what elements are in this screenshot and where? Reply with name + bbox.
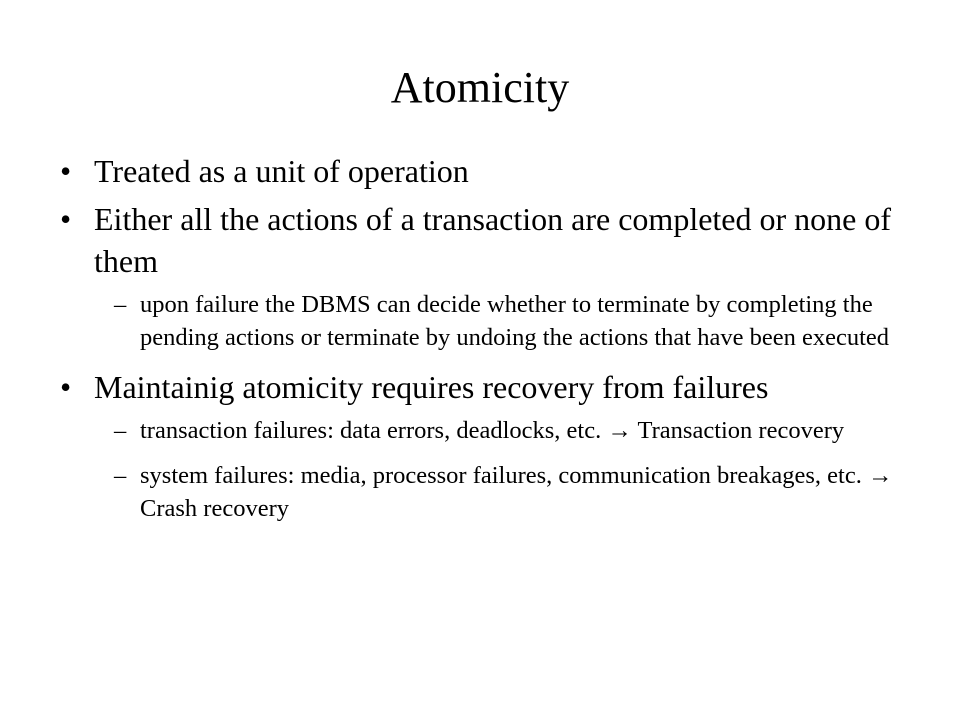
sub-bullet-marker: – — [114, 291, 127, 318]
sub-bullet-text: transaction failures: data errors, deadlocks, etc. → Transaction recovery — [140, 417, 845, 444]
slide-body — [60, 150, 900, 537]
sub-bullet-text: system failures: media, processor failures, communication breakages, etc. → Crash recovery — [140, 462, 893, 522]
bullet-marker: • — [60, 201, 72, 237]
bullet-text: Maintainig atomicity requires recovery from failures — [94, 369, 769, 405]
bullet-item — [60, 150, 900, 192]
sub-bullet-item — [60, 288, 900, 354]
sub-bullet-item — [60, 459, 900, 525]
sub-bullet-marker: – — [114, 417, 127, 444]
sub-bullet-text: upon failure the DBMS can decide whether to terminate by completing the pending actions or terminate by undoing the actions that have been executed — [140, 291, 890, 351]
bullet-marker: • — [60, 369, 72, 405]
slide-title: Atomicity — [390, 63, 570, 112]
bullet-marker: • — [60, 153, 72, 189]
bullet-item — [60, 366, 900, 408]
sub-bullet-item — [60, 414, 900, 447]
bullet-text: Treated as a unit of operation — [94, 153, 469, 189]
bullet-text: Either all the actions of a transaction are completed or none of them — [94, 201, 892, 279]
sub-bullet-marker: – — [114, 462, 127, 489]
bullet-item — [60, 198, 900, 282]
